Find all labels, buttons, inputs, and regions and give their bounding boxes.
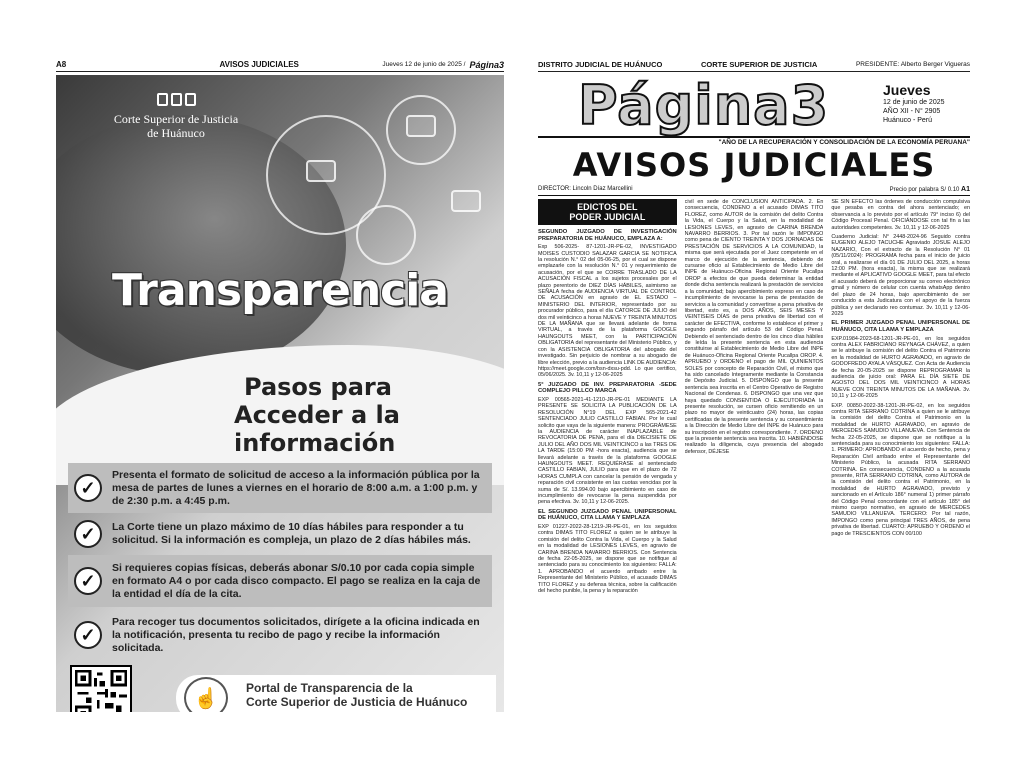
document-icon xyxy=(306,160,336,182)
right-page-code: A1 xyxy=(961,186,970,193)
director: DIRECTOR: Lincoln Díaz Marcellini xyxy=(538,186,633,192)
court-name-line1: Corte Superior de Justicia xyxy=(113,112,239,126)
notice-columns xyxy=(538,199,970,712)
step-item xyxy=(68,555,492,607)
checkmark-icon: ✓ xyxy=(74,474,102,502)
edition-day: Jueves xyxy=(883,82,931,98)
subhead-line1: Pasos para xyxy=(244,373,392,401)
steps-list xyxy=(68,463,492,663)
edictos-line1: EDICTOS DEL xyxy=(577,202,638,212)
notice-column-2 xyxy=(685,199,824,712)
edition-place: Huánuco - Perú xyxy=(883,117,933,124)
portal-line1: Portal de Transparencia de la xyxy=(246,681,413,695)
notice-text: EXP 00565-2021-41-1210-JR-PE-01 MEDIANTE LA PRESENTE SE SOLICITA LA PUBLICACIÓN DE LA RESOLUCIÓN N°19 DEL EXP 565-2021-42 SENTENCIADO JULIO CASTILLO FABIAN. Por le cual solicito que vaya de la siguiente manera: PROGRÁMESE la AUDIENCIA de carácter INAPLAZABLE de REVOCATORIA DE PENA, para el día DIECISIETE DE JULIO DEL AÑO DOS MIL VEINTICINCO a las TRES DE LA TARDE (15:00 PM -hora exacta), audiencia que se llevará adelante a través de la plataforma GOOGLE HAUNGOUTS MEET. REQUIÉRASE al sentenciado CASTILLO FABIAN, JULIO para que en el plazo de 72 HORAS CUMPLA con cancelar la pensión de vengada y reparación civil consistente en las cuotas vencidas por la suma de S/. 13.994.00 bajo apercibimiento en caso de incumplimiento de revocarse la pena suspendida por pena efectiva. 3v. 10,11 y 12-06-2025. xyxy=(538,396,677,506)
notice-heading: 5° JUZGADO DE INV. PREPARATORIA -SEDE COMPLEJO PILLCO MARCA xyxy=(538,381,677,395)
edictos-banner xyxy=(538,199,677,225)
subhead-line2: Acceder a la información xyxy=(234,401,400,457)
notice-text: EXP 01227-2022-28-1219-JR-PE-01, en los seguidos contra DIMAS TITO FLOREZ a quien se le atribuye la comisión del delito Contra la Vida, el Cuerpo y la Salud en la modalidad de LESIONES LEVES, en agravio de CARINA BRENDA NAVARRO BERRIOS. Con Sentencia de fecha 22-05-2025, se dispone que se notifique al sentenciado para su conocimiento los siguientes: FALLA: 1. APROBANDO el acuerdo arribado entre la Representante del Ministerio Público, el acusado DIMAS TITO FLOREZ y su defensa técnica, sobre la calificación del hecho punible, la pena y la reparación xyxy=(538,524,677,595)
court-name-line2: de Huánuco xyxy=(147,126,205,140)
notice-text: EXP. 00850-2022-38-1201-JR-PE-02, en los seguidos contra RITA SERRANO COTRINA a quien se le atribuye la comisión del delito Contra el Patrimonio en la modalidad de HURTO AGRAVADO, en agravio de MERCEDES SAMUDIO VILLANUEVA. Con Sentencia de fecha 22-05-2025, se dispone que se notifique a la sentenciada para su conocimiento los siguientes: FALLA: 1. PRIMERO: APROBANDO el acuerdo de hecho, pena y Reparación Civil arribado entre el Representante del Ministerio Público, la acusada RITA SERRANO COTRINA. En consecuencia, CONDENO a la acusada presente, RITA SERRANO COTRINA, como AUTORA de la comisión del delito contra el Patrimonio, en la modalidad de HURTO AGRAVADO, previsto y sancionado en el Artículo 186° numeral 1) primer párrafo del Código Penal concordante con el artículo 185° del mismo cuerpo normativo, en agravio de MERCEDES SAMUDIO VILLANUEVA. TERCERO: Por tal razón, IMPONGO como pena principal TRES AÑOS, de pena privativa de libertad. CUARTO: APRUEBO Y ORDENO el pago de TRESCIENTOS CON 00/100 xyxy=(831,402,971,537)
notice-heading: EL SEGUNDO JUZGADO PENAL UNIPERSONAL DE HUÁNUCO, CITA LLAMA Y EMPLAZA xyxy=(538,508,677,522)
notice-text: Cuaderno Judicial: N° 2448-2024-96 Seguido contra EUGENIO ALEJO TACUCHE Agraviado JOSUE ALEJO NAZARIO, Con el extracto de la Resolución N° 01 (05/11/2024): PROGRAMA fecha para el inicio de juicio oral, a realizarse el día 01 DE JULIO DEL 2025, a horas 12:00 PM. (hora exacta), la misma que se realizará mediante el APLICATIVO GOOGLE MEET, para tal efecto el acusado deberá de proporcionar su correo electrónico gmail y número de celular con cuenta whatsApp dentro del plazo de 24 horas, bajo apercibimiento de ser conducido a esta Judicatura con el apoyo de la fuerza pública y ser declarado reo contumaz. 3v. 10,11 y 12-06-2025 xyxy=(831,234,971,317)
president-label: PRESIDENTE: Alberto Berger Vigueras xyxy=(855,61,970,68)
portal-banner[interactable] xyxy=(176,675,496,712)
checkmark-icon: ✓ xyxy=(74,621,102,649)
right-page-header xyxy=(538,58,970,72)
qr-code-icon[interactable] xyxy=(70,665,132,712)
step-item xyxy=(68,517,492,551)
section-title: AVISOS JUDICIALES xyxy=(572,146,936,184)
transparency-poster xyxy=(56,75,504,712)
portal-line2: Corte Superior de Justicia de Huánuco xyxy=(246,695,468,709)
court-logo xyxy=(86,93,266,140)
left-page xyxy=(56,58,504,712)
notice-text: Exp 506-2025- 87-1201-JR-PE-02, INVESTIGADO MOISES CUSTODIO SALAZAR GARCIA SE NOTIFICA la resolución N.° 02 del 05-06-25, por el cual se dispone emplazarle con la resolución N.° 01 y requerimiento de acusación, por el que se CORRE TRASLADO DE LA ACUSACIÓN FISCAL a los sujetos procesales por el plazo perentorio de DIEZ DÍAS HÁBILES, asimismo se SEÑALA fecha de AUDIENCIA VIRTUAL DE CONTROL DE ACUSACIÓN en agravio de EL ESTADO – MINISTERIO DEL INTERIOR, representado por su procurador público, para el día CATORCE DE JULIO del dos mil veinticinco a horas NUEVE Y TREINTA MINUTOS DE LA MAÑANA que se llevará adelante de forma VIRTUAL, a través de la plataforma GOOGLE HAUNGOUTS MEET, con la PARTICIPACIÓN OBLIGATORIA del representante del Ministerio Público, y con la ASISTENCIA OBLIGATORIA del abogado del investigado. Sin perjuicio de nombrar a su abogado de libre elección, previo a la audiencia LINK DE AUDIENCIA: https://meet.google.com/bsn-dxsu-pdd. Lo que certifico, 05/06/2025. 3v. 10,11 y 12-06-2025 xyxy=(538,244,677,379)
edition-box xyxy=(883,82,973,125)
poster-headline: Transparencia xyxy=(112,265,448,316)
edition-issue: AÑO XII - N° 2905 xyxy=(883,108,941,115)
step-item xyxy=(68,463,492,513)
left-section-title: AVISOS JUDICIALES xyxy=(219,60,299,69)
notice-text: EXP.01984-2023-68-1201-JR-PE-01, en los seguidos contra ALEX FABRICIANO REYNAGA CHÁVEZ, a quien se le atribuye la comisión del delito Contra el Patrimonio en la modalidad de HURTO AGRAVADO, en agravio de GODOFREDO AYALA VÁSQUEZ. Con Acta de Audiencia de fecha 20-05-2025 se dispone REPROGRAMAR la audiencia de juicio oral: PARA EL DÍA SIETE DE AGOSTO DEL DOS MIL VEINTICINCO A HORAS NUEVE CON TREINTA MINUTOS DE LA MAÑANA. 3v. 10,11 y 12-06-2025 xyxy=(831,335,971,400)
notice-heading: EL PRIMER JUZGADO PENAL UNIPERSONAL DE HUÁNUCO, CITA LLAMA Y EMPLAZA xyxy=(831,320,971,333)
notice-column-1 xyxy=(538,199,677,712)
masthead: Página3 xyxy=(578,74,830,137)
left-date: Jueves 12 de junio de 2025 / xyxy=(382,61,466,68)
left-brand: Página3 xyxy=(469,59,504,70)
director-line xyxy=(538,186,970,196)
price: Precio por palabra S/ 0.10 xyxy=(889,187,960,193)
court-logo-icon xyxy=(86,93,266,106)
network-ring xyxy=(356,205,416,265)
slogan: "AÑO DE LA RECUPERACIÓN Y CONSOLIDACIÓN DE LA ECONOMÍA PERUANA" xyxy=(538,136,970,147)
step-item xyxy=(68,611,492,659)
right-page xyxy=(538,58,970,712)
edition-date: 12 de junio de 2025 xyxy=(883,99,945,106)
hand-tap-icon: ☝ xyxy=(184,677,228,712)
notice-text: civil en sede de CONCLUSIÓN ANTICIPADA. 2. En consecuencia, CONDENO a el acusado DIMAS TITO FLOREZ, como AUTOR de la comisión del delito Contra la Vida, el Cuerpo y la Salud, en la modalidad de LESIONES LEVES, en agravio de CARINA BRENDA NAVARRO BERRIOS. 3. Por tal razón le IMPONGO como pena de CIENTO TREINTA Y DOS JORNADAS DE PRESTACIÓN DE SERVICIOS A LA COMUNIDAD, la misma que será ejecutada por el Juez competente en el marco de ejecución de la sentencia, debiendo de cursarse oficio al Establecimiento de Medio Libre del INPE de Huánuco-Oficina Regional Oriente Pucallpa OROP a efectos de que pueda determinar la entidad donde dicha sentencia realizará la prestación de servicios a la comunidad; bajo apercibimiento expreso en caso de incumplimiento de revocarse la pena de prestación de servicios a la comunidad y convertirse a pena privativa de libertad, esto es, a DOS AÑOS, SEIS MESES Y VEINTISEIS DÍAS de pena privativa de libertad con el carácter de EFECTIVA, conforme lo establece el primer y segundo párrafo del artículo 53 del Código Penal. Debiendo el sentenciado dentro de los cinco días hábiles de leída la presente sentencia en esta audiencia constituirse al Establecimiento de Medio Libre del INPE de Huánuco-Oficina Regional Oriente Pucallpa OROP. 4. APRUEBO y ORDENO el pago de MIL QUINIENTOS SOLES por concepto de Reparación Civil, el mismo que ha sido cancelado íntegramente mediante la Constancia de Depósito Judicial. 5. DISPONGO que la presente sentencia sea inscrita en el Centro Operativo de Registro Nacional de Condenas. 6. DISPONGO que una vez que haya quedado CONSENTIDA O EJECUTORIADA la presente resolución, se cursen oficio remitiendo en un plazo no mayor de veinticuatro (24) horas, las copias certificadas de la presente sentencia y su consentimiento a la Dirección de Medio Libre del INPE de Huánuco para su inscripción en el registro correspondiente. 7. ORDENO que la presente sentencia sea inscrita. 10. HABIÉNDOSE realizado la diligencia, cuya presencia del abogado defensor, DÉJESE xyxy=(684,199,824,455)
chart-icon xyxy=(406,115,436,137)
edictos-line2: PODER JUDICIAL xyxy=(569,212,646,222)
id-card-icon xyxy=(451,190,481,212)
checkmark-icon: ✓ xyxy=(74,567,102,595)
notice-text: SE SIN EFECTO las órdenes de conducción compulsiva que pesaba en contra del ahora sentenciado; en observancia a lo previsto por el artículo 79° inciso 6) del Código Procesal Penal. OFICIÁNDOSE con tal fin a las autoridades competentes. 3v. 10,11 y 12-06-2025 xyxy=(831,199,971,231)
left-page-header xyxy=(56,58,504,72)
step-text: Presenta el formato de solicitud de acceso a la información pública por la mesa de partes de lunes a viernes en el horario de 8:00 a.m. a 1:00 p.m. y de 2:30 p.m. a 4:45 p.m. xyxy=(112,468,480,507)
court-label: CORTE SUPERIOR DE JUSTICIA xyxy=(701,60,818,69)
step-text: Para recoger tus documentos solicitados, dirígete a la oficina indicada en la notificación, presenta tu recibo de pago y recibe la información solicitada. xyxy=(112,615,480,654)
notice-heading: SEGUNDO JUZGADO DE INVESTIGACIÓN PREPARATORIA DE HUÁNUCO, EMPLAZA A: xyxy=(538,229,677,242)
poster-subhead xyxy=(234,373,504,457)
step-text: La Corte tiene un plazo máximo de 10 días hábiles para responder a tu solicitud. Si la información es compleja, un plazo de 2 días hábiles más. xyxy=(112,521,471,546)
left-page-code: A8 xyxy=(56,60,67,69)
notice-column-3 xyxy=(831,199,970,712)
district-label: DISTRITO JUDICIAL DE HUÁNUCO xyxy=(538,60,663,69)
step-text: Si requieres copias físicas, deberás abonar S/0.10 por cada copia simple en formato A4 o por cada disco compacto. El pago se realiza en la caja de la entidad el día de la cita. xyxy=(112,561,481,600)
checkmark-icon: ✓ xyxy=(74,520,102,548)
